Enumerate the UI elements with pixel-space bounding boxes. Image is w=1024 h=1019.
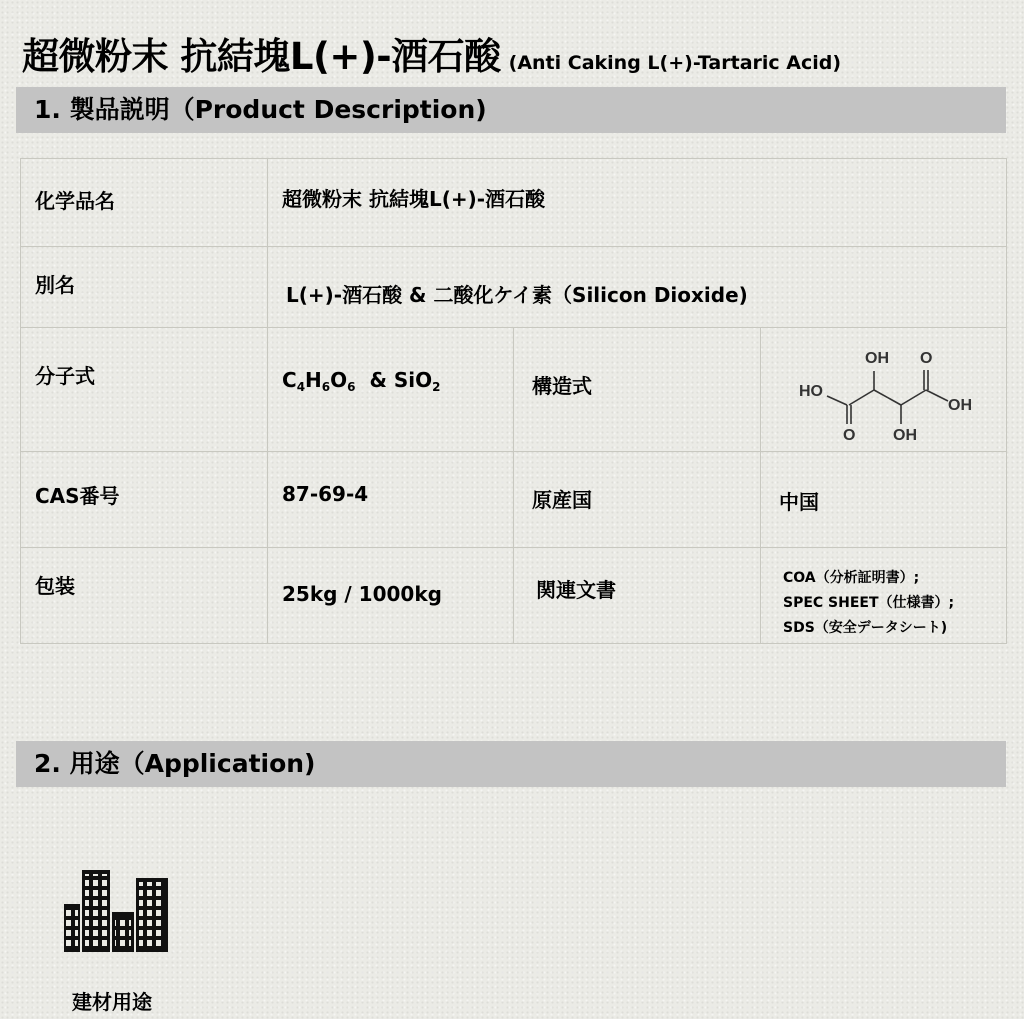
cas-label: CAS番号 (35, 484, 120, 508)
structure-atom-oh: OH (948, 397, 972, 414)
title-main: 超微粉末 抗結塊L(+)-酒石酸 (22, 35, 501, 78)
origin-value: 中国 (779, 490, 819, 514)
section-header-application: 2. 用途（Application) (16, 741, 1006, 787)
alias-value: L(+)-酒石酸 & 二酸化ケイ素（Silicon Dioxide) (286, 283, 748, 307)
building-icon (64, 868, 172, 952)
application-label: 建材用途 (72, 990, 152, 1014)
origin-label: 原産国 (532, 488, 592, 512)
docs-item: COA（分析証明書）; (783, 570, 920, 586)
formula-value: $C_4H_6O_6$ & SiO$_2$ (282, 368, 441, 395)
package-label: 包装 (35, 574, 75, 598)
structure-label: 構造式 (532, 374, 592, 398)
product-description-table (20, 158, 1007, 644)
structure-atom-o: O (843, 427, 856, 444)
structure-atom-o: O (920, 350, 933, 367)
chemical-name-value: 超微粉末 抗結塊L(+)-酒石酸 (282, 187, 546, 211)
tartaric-acid-structure-diagram (761, 328, 1007, 452)
chemical-name-label: 化学品名 (35, 189, 115, 213)
structure-atom-ho: HO (799, 383, 823, 400)
cas-value: 87-69-4 (282, 482, 369, 506)
title-subtitle: (Anti Caking L(+)-Tartaric Acid) (508, 52, 842, 74)
table-row (21, 247, 1007, 328)
docs-item: SPEC SHEET（仕様書）; (783, 595, 955, 611)
table-row (21, 328, 1007, 452)
table-row (21, 159, 1007, 247)
table-row (21, 452, 1007, 548)
page-title (22, 26, 841, 80)
structure-atom-oh: OH (865, 350, 889, 367)
formula-label: 分子式 (35, 364, 95, 388)
table-row (21, 548, 1007, 644)
docs-list (783, 566, 954, 641)
structure-atom-oh: OH (893, 427, 917, 444)
section-header-product-description: 1. 製品説明（Product Description) (16, 87, 1006, 133)
docs-label: 関連文書 (536, 578, 616, 602)
package-value: 25kg / 1000kg (282, 582, 442, 606)
docs-item: SDS（安全データシート) (783, 620, 948, 636)
alias-label: 別名 (35, 273, 75, 297)
